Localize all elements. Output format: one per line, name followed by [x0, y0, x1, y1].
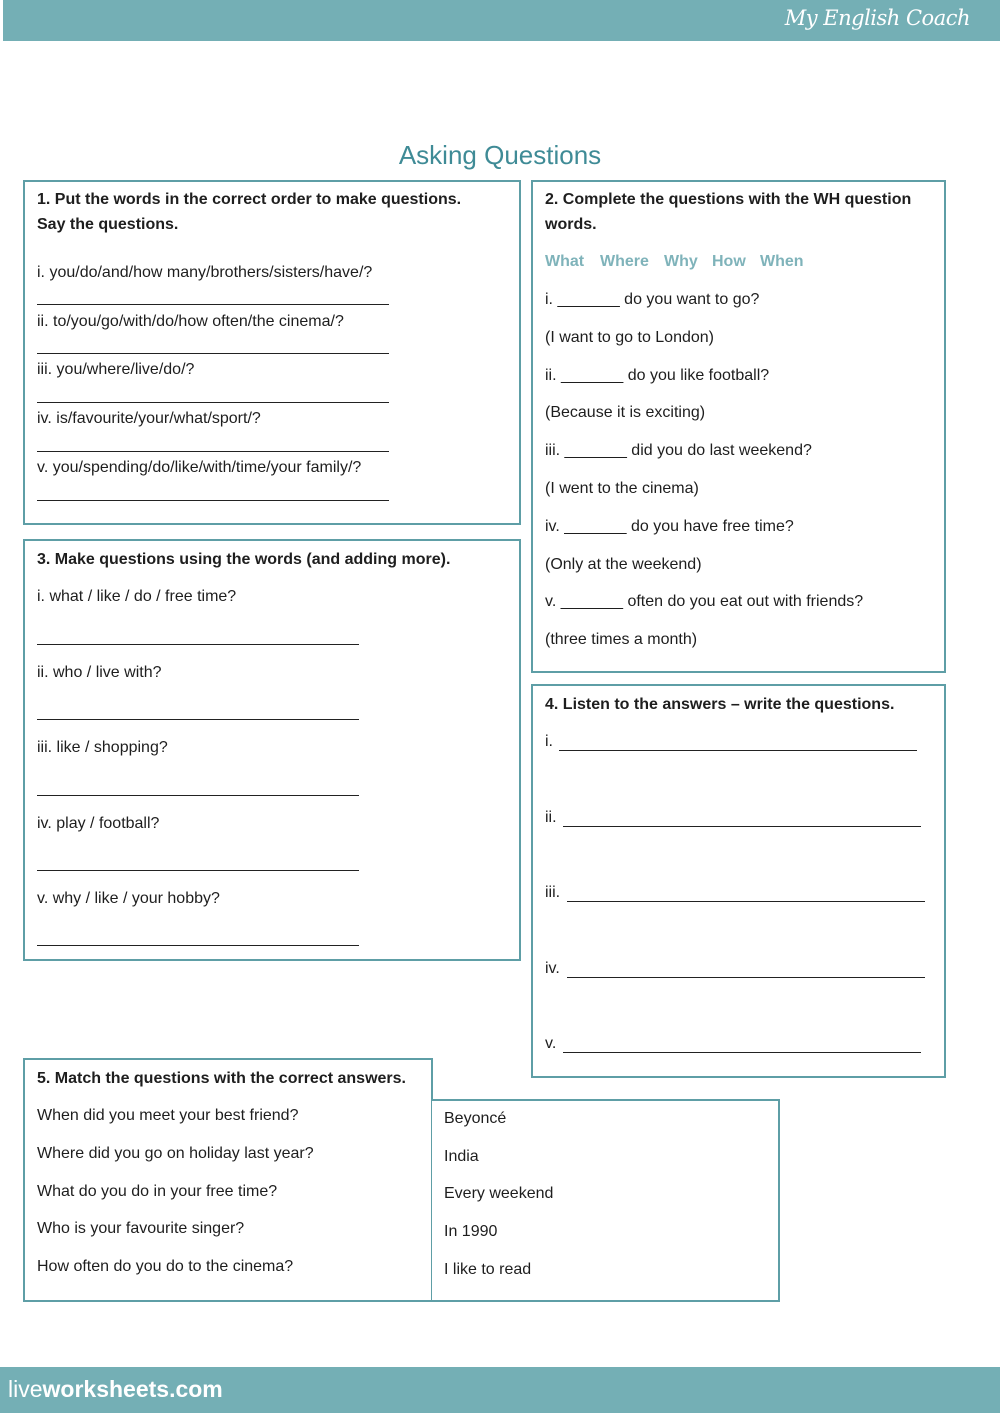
s4-answer-line-4[interactable]	[567, 977, 925, 978]
s5-question-2[interactable]: Where did you go on holiday last year?	[37, 1145, 314, 1162]
s5-question-5[interactable]: How often do you do to the cinema?	[37, 1258, 294, 1275]
s5-answer-2[interactable]: India	[444, 1148, 479, 1165]
section-1-heading-line1: 1. Put the words in the correct order to make questions.	[37, 191, 462, 208]
s5-answer-4[interactable]: In 1990	[444, 1223, 498, 1240]
s4-answer-line-1[interactable]	[559, 750, 917, 751]
s2-hint-2: (Because it is exciting)	[545, 404, 706, 421]
s4-answer-line-2[interactable]	[563, 826, 921, 827]
s4-label-3: iii.	[545, 884, 561, 901]
s5-answer-1[interactable]: Beyoncé	[444, 1110, 507, 1127]
s3-item-3: iii. like / shopping?	[37, 739, 168, 756]
s4-answer-line-3[interactable]	[567, 901, 925, 902]
s5-question-1[interactable]: When did you meet your best friend?	[37, 1107, 299, 1124]
s5-question-3[interactable]: What do you do in your free time?	[37, 1183, 278, 1200]
s1-item-3: iii. you/where/live/do/?	[37, 361, 195, 378]
footer-banner	[0, 1367, 1000, 1413]
section-1-box	[23, 180, 521, 525]
s5-question-4[interactable]: Who is your favourite singer?	[37, 1220, 245, 1237]
section-5-answers-box	[431, 1099, 780, 1302]
s4-label-2: ii.	[545, 809, 557, 826]
footer-brand[interactable]	[8, 1376, 223, 1403]
s2-hint-4: (Only at the weekend)	[545, 556, 702, 573]
footer-brand-light: live	[8, 1376, 43, 1402]
s1-answer-line-2[interactable]	[37, 353, 389, 354]
footer-brand-bold: worksheets.com	[42, 1376, 223, 1402]
section-4-box	[531, 684, 946, 1078]
top-banner	[3, 0, 1000, 41]
s3-item-4: iv. play / football?	[37, 815, 160, 832]
brand-logo: My English Coach	[784, 6, 970, 30]
s4-label-5: v.	[545, 1035, 557, 1052]
s1-answer-line-1[interactable]	[37, 304, 389, 305]
section-5-questions-box	[23, 1058, 433, 1302]
section-2-box	[531, 180, 946, 673]
section-4-heading: 4. Listen to the answers – write the questions.	[545, 696, 895, 713]
wh-word-when: When	[760, 253, 804, 270]
s4-answer-line-5[interactable]	[563, 1052, 921, 1053]
section-3-box	[23, 539, 521, 961]
s5-answer-5[interactable]: I like to read	[444, 1261, 532, 1278]
s2-question-1[interactable]: i. _______ do you want to go?	[545, 291, 760, 308]
s3-answer-line-2[interactable]	[37, 719, 359, 720]
section-1-heading-line2: Say the questions.	[37, 216, 179, 233]
s3-answer-line-5[interactable]	[37, 945, 359, 946]
s3-item-5: v. why / like / your hobby?	[37, 890, 220, 907]
s1-item-2: ii. to/you/go/with/do/how often/the cinema/?	[37, 313, 344, 330]
s1-item-5: v. you/spending/do/like/with/time/your family/?	[37, 459, 362, 476]
wh-word-where: Where	[600, 253, 649, 270]
section-2-heading-line2: words.	[545, 216, 597, 233]
s3-item-1: i. what / like / do / free time?	[37, 588, 237, 605]
s4-label-1: i.	[545, 733, 553, 750]
wh-word-how: How	[712, 253, 746, 270]
section-5-heading: 5. Match the questions with the correct answers.	[37, 1070, 406, 1087]
s2-question-5[interactable]: v. _______ often do you eat out with friends?	[545, 593, 864, 610]
s2-hint-5: (three times a month)	[545, 631, 698, 648]
s3-answer-line-1[interactable]	[37, 644, 359, 645]
s2-question-2[interactable]: ii. _______ do you like football?	[545, 367, 770, 384]
s1-answer-line-5[interactable]	[37, 500, 389, 501]
s3-item-2: ii. who / live with?	[37, 664, 162, 681]
s2-hint-3: (I went to the cinema)	[545, 480, 699, 497]
wh-word-why: Why	[664, 253, 698, 270]
section-3-heading: 3. Make questions using the words (and adding more).	[37, 551, 451, 568]
s3-answer-line-3[interactable]	[37, 795, 359, 796]
s1-item-4: iv. is/favourite/your/what/sport/?	[37, 410, 261, 427]
wh-word-what: What	[545, 253, 585, 270]
s3-answer-line-4[interactable]	[37, 870, 359, 871]
s2-question-4[interactable]: iv. _______ do you have free time?	[545, 518, 794, 535]
s5-answer-3[interactable]: Every weekend	[444, 1185, 554, 1202]
page-title: Asking Questions	[398, 140, 602, 170]
s2-hint-1: (I want to go to London)	[545, 329, 714, 346]
s1-answer-line-4[interactable]	[37, 451, 389, 452]
s2-question-3[interactable]: iii. _______ did you do last weekend?	[545, 442, 812, 459]
s4-label-4: iv.	[545, 960, 560, 977]
s1-answer-line-3[interactable]	[37, 402, 389, 403]
s1-item-1: i. you/do/and/how many/brothers/sisters/have/?	[37, 264, 373, 281]
section-2-heading-line1: 2. Complete the questions with the WH question	[545, 191, 912, 208]
